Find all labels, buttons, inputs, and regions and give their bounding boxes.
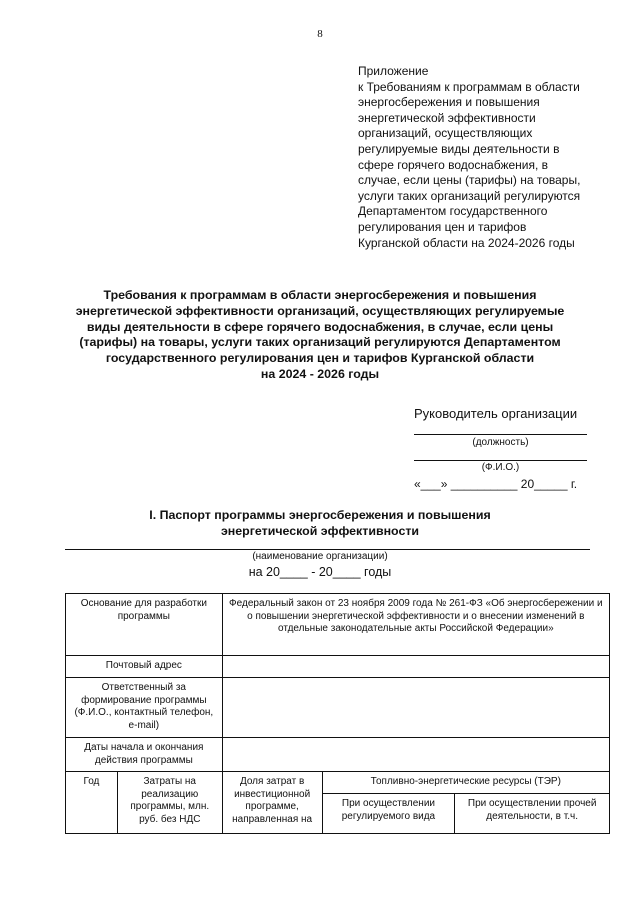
page-number: 8 [317, 28, 323, 40]
position-caption: (должность) [472, 437, 529, 448]
appendix-line: Департаментом государственного [358, 204, 548, 219]
approval-date: «___» __________ 20_____ г. [414, 477, 578, 491]
title-line: государственного регулирования цен и тарифов Курганской области [105, 351, 535, 366]
appendix-line: организаций, осуществляющих [358, 126, 533, 141]
table-row [66, 656, 610, 678]
table-row [66, 738, 610, 772]
appendix-note [358, 64, 620, 251]
approval-heading: Руководитель организации [414, 406, 578, 421]
title-line: на 2024 - 2026 годы [260, 366, 380, 381]
document-title [60, 288, 580, 383]
title-line: энергетической эффективности организаций, осуществляющих регулируемые [75, 303, 565, 318]
responsible-label: Ответственный за формирование программы (Ф.И.О., контактный телефон, e-mail) [66, 678, 223, 738]
organization-caption: (наименование организации) [252, 551, 388, 562]
col-costs-header: Затраты на реализацию программы, млн. руб. без НДС [117, 772, 222, 834]
appendix-line: услуги таких организаций регулируются [358, 188, 581, 203]
section-title [80, 507, 560, 539]
appendix-line: сфере горячего водоснабжения, в [358, 157, 549, 172]
table-header-row [66, 772, 610, 794]
appendix-line: Курганской области на 2024-2026 годы [358, 235, 575, 250]
dates-value[interactable] [222, 738, 609, 772]
appendix-line: регулируемые виды деятельности в [358, 141, 560, 156]
organization-name-line [65, 549, 590, 550]
name-signature-line [414, 460, 587, 461]
col-regulated-header: При осуществлении регулируемого вида [322, 794, 455, 834]
basis-label: Основание для разработки программы [66, 594, 223, 656]
appendix-line: энергосбережения и повышения [358, 95, 540, 110]
title-line: (тарифы) на товары, услуги таких организаций регулируются Департаментом [79, 335, 561, 350]
appendix-line: регулирования цен и тарифов [358, 219, 527, 234]
dates-label: Даты начала и окончания действия программы [66, 738, 223, 772]
title-line: виды деятельности в сфере горячего водоснабжения, в случае, если цены [86, 319, 554, 334]
section-title-line: I. Паспорт программы энергосбережения и повышения [149, 508, 491, 522]
appendix-line: энергетической эффективности [358, 110, 536, 125]
appendix-line: Приложение [358, 64, 429, 78]
title-line: Требования к программам в области энергосбережения и повышения [103, 288, 537, 302]
col-fer-header: Топливно-энергетические ресурсы (ТЭР) [322, 772, 609, 794]
name-caption: (Ф.И.О.) [481, 462, 520, 473]
appendix-line: случае, если цены (тарифы) на товары, [358, 173, 581, 188]
program-years: на 20____ - 20____ годы [248, 565, 392, 579]
position-signature-line [414, 434, 587, 435]
responsible-value[interactable] [222, 678, 609, 738]
col-other-header: При осуществлении прочей деятельности, в т.ч. [455, 794, 610, 834]
basis-value: Федеральный закон от 23 ноября 2009 года № 261-ФЗ «Об энергосбережении и о повышении энергетической эффективности и о внесении изменений в отдельные законодательные акты Российской Федерации» [222, 594, 609, 656]
address-value[interactable] [222, 656, 609, 678]
passport-table [65, 593, 610, 834]
col-year-header: Год [66, 772, 118, 834]
table-row [66, 594, 610, 656]
address-label: Почтовый адрес [66, 656, 223, 678]
table-row [66, 678, 610, 738]
appendix-line: к Требованиям к программам в области [358, 79, 580, 94]
section-title-line: энергетической эффективности [220, 524, 420, 538]
col-share-header: Доля затрат в инвестиционной программе, направленная на [222, 772, 322, 834]
